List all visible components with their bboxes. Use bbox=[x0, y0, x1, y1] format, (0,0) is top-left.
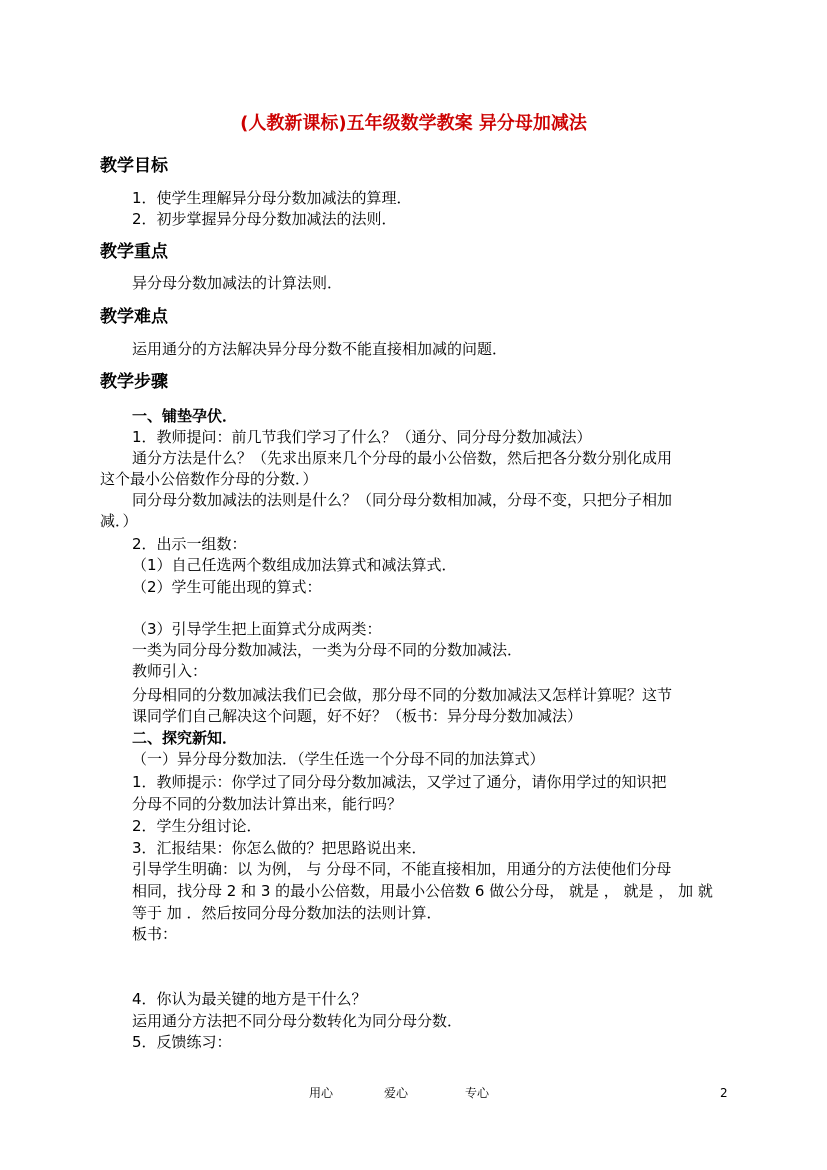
steps-line: 一、铺垫孕伏． bbox=[132, 407, 238, 425]
steps-line: 1．教师提示：你学过了同分母分数加减法，又学过了通分，请你用学过的知识把 bbox=[132, 773, 667, 791]
steps-line: （2）学生可能出现的算式： bbox=[132, 578, 322, 596]
steps-line: 1．教师提问：前几节我们学习了什么？（通分、同分母分数加减法） bbox=[132, 428, 592, 446]
steps-line: （3）引导学生把上面算式分成两类： bbox=[132, 620, 382, 638]
steps-line: 3．汇报结果：你怎么做的？把思路说出来． bbox=[132, 839, 427, 857]
steps-line: （一）异分母分数加法．（学生任选一个分母不同的加法算式） bbox=[132, 750, 545, 768]
steps-line: 减．） bbox=[100, 512, 138, 530]
steps-line: 分母相同的分数加减法我们已会做，那分母不同的分数加减法又怎样计算呢？这节 bbox=[132, 686, 673, 704]
steps-line: 通分方法是什么？（先求出原来几个分母的最小公倍数，然后把各分数分别化成用 bbox=[132, 449, 673, 467]
steps-line: 板书： bbox=[132, 925, 178, 943]
steps-line: 同分母分数加减法的法则是什么？（同分母分数相加减，分母不变，只把分子相加 bbox=[132, 491, 673, 509]
steps-line: 一类为同分母分数加减法，一类为分母不同的分数加减法． bbox=[132, 641, 523, 659]
footer-motto-3: 专心 bbox=[465, 1086, 490, 1100]
steps-line: 二、探究新知． bbox=[132, 729, 238, 747]
steps-line: 课同学们自己解决这个问题，好不好？（板书：异分母分数加减法） bbox=[132, 707, 583, 725]
steps-line: 等于 加 ．然后按同分母分数加法的法则计算． bbox=[132, 904, 442, 922]
steps-line: 这个最小公倍数作分母的分数．） bbox=[100, 470, 318, 488]
steps-line: 教师引入： bbox=[132, 662, 208, 680]
heading-difficulty: 教学难点 bbox=[100, 307, 168, 327]
steps-line: 2．学生分组讨论． bbox=[132, 817, 262, 835]
key-point-text: 异分母分数加减法的计算法则． bbox=[132, 274, 343, 292]
steps-line: 2．出示一组数： bbox=[132, 535, 247, 553]
steps-line: 5．反馈练习： bbox=[132, 1033, 232, 1051]
footer-motto-2: 爱心 bbox=[384, 1086, 409, 1100]
heading-steps: 教学步骤 bbox=[100, 372, 168, 392]
footer-motto-1: 用心 bbox=[309, 1086, 334, 1100]
steps-line: 运用通分方法把不同分母分数转化为同分母分数． bbox=[132, 1012, 463, 1030]
goal-item-2: 2．初步掌握异分母分数加减法的法则． bbox=[132, 210, 397, 228]
page-number: 2 bbox=[720, 1086, 728, 1100]
difficulty-text: 运用通分的方法解决异分母分数不能直接相加减的问题． bbox=[132, 340, 508, 358]
steps-line: 4．你认为最关键的地方是干什么？ bbox=[132, 990, 367, 1008]
steps-line: 引导学生明确：以 为例， 与 分母不同，不能直接相加，用通分的方法使他们分母 bbox=[132, 860, 672, 878]
steps-line: 分母不同的分数加法计算出来，能行吗？ bbox=[132, 795, 403, 813]
heading-goals: 教学目标 bbox=[100, 156, 168, 176]
document-title: (人教新课标)五年级数学教案 异分母加减法 bbox=[240, 113, 587, 134]
goal-item-1: 1．使学生理解异分母分数加减法的算理． bbox=[132, 189, 412, 207]
steps-line: （1）自己任选两个数组成加法算式和减法算式． bbox=[132, 556, 457, 574]
heading-key-point: 教学重点 bbox=[100, 242, 168, 262]
steps-line: 相同，找分母 2 和 3 的最小公倍数，用最小公倍数 6 做公分母， 就是 ， 就是 ， 加 就 bbox=[132, 882, 713, 900]
